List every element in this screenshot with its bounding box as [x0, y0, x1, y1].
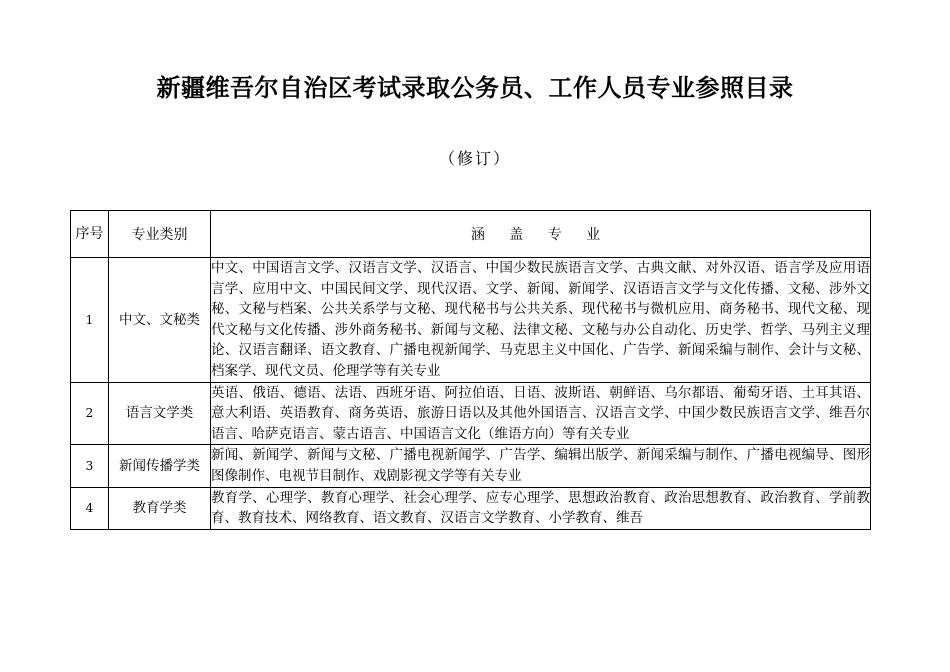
row-category: 语言文学类: [109, 382, 211, 445]
row-majors: 英语、俄语、德语、法语、西班牙语、阿拉伯语、日语、波斯语、朝鲜语、乌尔都语、葡萄牙语、土耳其语、意大利语、英语教育、商务英语、旅游日语以及其他外国语言、汉语言文学、中国少数民族语言文学、维吾尔语言、哈萨克语言、蒙古语言、中国语言文化（维语方向）等有关专业: [211, 382, 871, 445]
major-catalog-table: [70, 210, 871, 530]
document-subtitle: （修订）: [438, 149, 511, 168]
row-majors: 教育学、心理学、教育心理学、社会心理学、应专心理学、思想政治教育、政治思想教育、政治教育、学前教育、教育技术、网络教育、语文教育、汉语言文学教育、小学教育、维吾: [211, 487, 871, 529]
row-category: 教育学类: [109, 487, 211, 529]
row-majors: 中文、中国语言文学、汉语言文学、汉语言、中国少数民族语言文学、古典文献、对外汉语、语言学及应用语言学、应用中文、中国民间文学、现代汉语、文学、新闻、新闻学、汉语语言文学与文化传播、文秘、涉外文秘、文秘与档案、公共关系学与文秘、现代秘书与公共关系、现代秘书与微机应用、商务秘书、现代文秘、现代文秘与文化传播、涉外商务秘书、新闻与文秘、法律文秘、文秘与办公自动化、历史学、哲学、马列主义理论、汉语言翻译、语文教育、广播电视新闻学、马克思主义中国化、广告学、新闻采编与制作、会计与文秘、档案学、现代文员、伦理学等有关专业: [211, 258, 871, 383]
row-number: 2: [71, 382, 109, 445]
row-number: 4: [71, 487, 109, 529]
document-title: 新疆维吾尔自治区考试录取公务员、工作人员专业参照目录: [156, 74, 794, 102]
header-coverage: 涵 盖 专 业: [211, 211, 871, 258]
table-header-row: [71, 211, 871, 258]
table-row: [71, 445, 871, 487]
row-majors: 新闻、新闻学、新闻与文秘、广播电视新闻学、广告学、编辑出版学、新闻采编与制作、广播电视编导、图形图像制作、电视节目制作、戏剧影视文学等有关专业: [211, 445, 871, 487]
table-row: [71, 382, 871, 445]
table-row: [71, 258, 871, 383]
row-category: 新闻传播学类: [109, 445, 211, 487]
row-category: 中文、文秘类: [109, 258, 211, 383]
header-number: 序号: [71, 211, 109, 258]
page-bottom-margin: [0, 580, 950, 672]
header-category: 专业类别: [109, 211, 211, 258]
table-row: [71, 487, 871, 529]
row-number: 3: [71, 445, 109, 487]
row-number: 1: [71, 258, 109, 383]
